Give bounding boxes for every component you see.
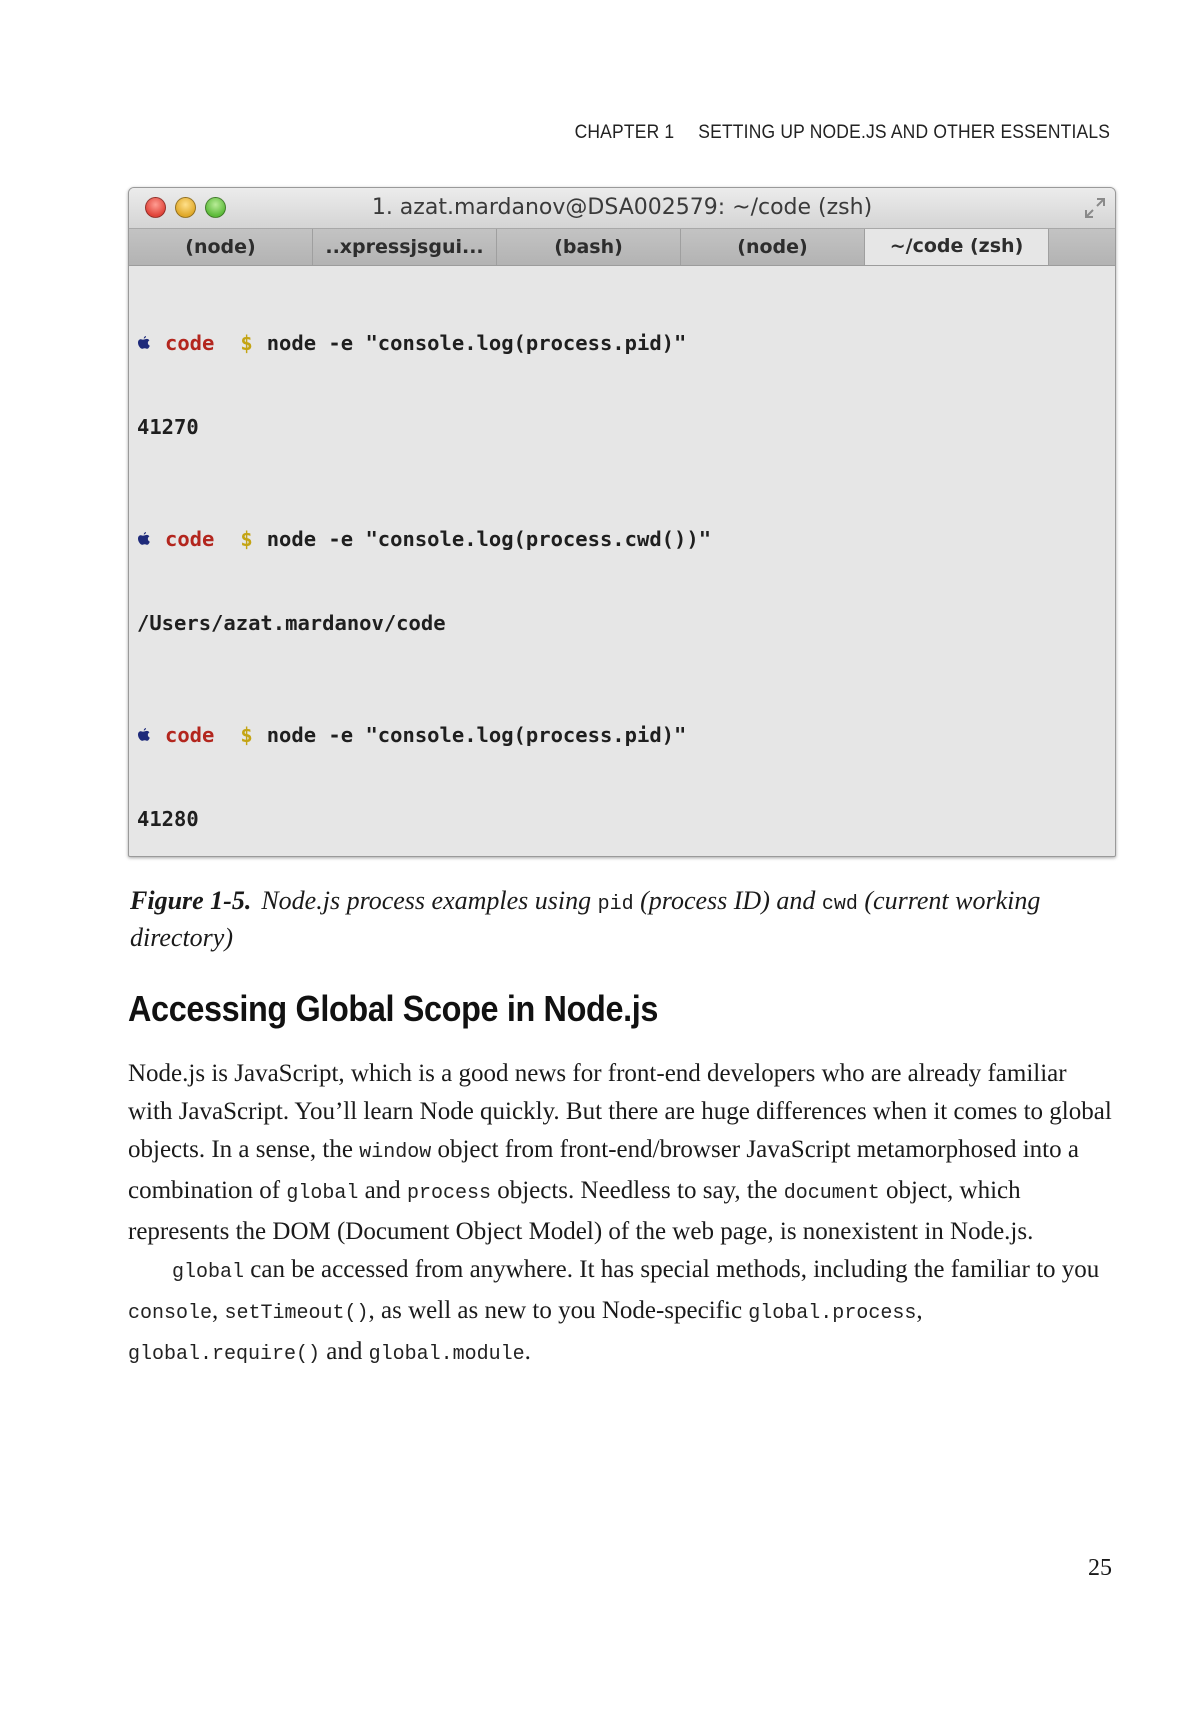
tab-node-1[interactable]: (node) [129,229,313,265]
inline-code: global.require() [128,1343,321,1366]
chapter-number: CHAPTER 1 [574,122,675,143]
prompt-line [137,525,1115,553]
paragraph-text: , [916,1297,923,1324]
apple-icon [137,531,151,547]
command-output: /Users/azat.mardanov/code [137,611,446,635]
tab-bar-spacer [1049,229,1115,265]
caption-code: cwd [821,893,858,916]
command-text: node -e "console.log(process.cwd())" [266,527,712,551]
paragraph-text: object, which represents the DOM (Document Object Model) of the web page, is nonexistent in Node.js. [128,1177,1034,1245]
paragraph-text: and [320,1338,369,1365]
prompt-line [137,721,1115,749]
running-head [574,122,1110,144]
inline-code: process [406,1182,491,1205]
caption-code: pid [597,893,634,916]
prompt-symbol: $ [240,527,253,551]
prompt-symbol: $ [240,723,253,747]
caption-text: (process ID) and [633,886,822,915]
caption-text: (current working directory) [130,886,1041,952]
prompt-line [137,329,1115,357]
terminal-content[interactable] [129,266,1115,857]
tab-expressjsguide[interactable]: ..xpressjsgui... [313,229,497,265]
paragraph-text: , [212,1297,225,1324]
command-output: 41280 [137,807,199,831]
fullscreen-icon[interactable] [1083,196,1107,220]
command-text: node -e "console.log(process.pid)" [266,723,687,747]
command-output: 41270 [137,415,199,439]
window-title: 1. azat.mardanov@DSA002579: ~/code (zsh) [371,195,873,220]
inline-code: global [172,1261,245,1284]
paragraph-text: . [524,1338,531,1365]
prompt-symbol: $ [240,331,253,355]
caption-text: Node.js process examples using [261,886,598,915]
terminal-tab-bar [129,229,1115,266]
paragraph-text: and [358,1177,407,1204]
inline-code: console [128,1302,213,1325]
inline-code: setTimeout() [224,1302,369,1325]
inline-code: global [286,1182,359,1205]
inline-code: document [783,1182,880,1205]
body-text [128,1055,1114,1374]
figure-label: Figure 1-5. [130,886,252,915]
paragraph-2 [128,1251,1114,1374]
tab-node-2[interactable]: (node) [681,229,865,265]
tab-code-zsh[interactable]: ~/code (zsh) [865,229,1049,265]
paragraph-text: Node.js is JavaScript, which is a good news for front-end developers who are already familiar with JavaScript. You’ll learn Node quickly. But there are huge differences when it comes to global objects. In a sense, the [128,1060,1112,1163]
chapter-title: SETTING UP NODE.JS AND OTHER ESSENTIALS [698,122,1110,143]
terminal-window [128,187,1116,857]
prompt-directory: code [165,527,215,551]
apple-icon [137,335,151,351]
section-heading: Accessing Global Scope in Node.js [128,988,659,1029]
apple-icon [137,727,151,743]
paragraph-text: object from front-end/browser JavaScript metamorphosed into a combination of [128,1136,1079,1204]
paragraph-text: objects. Needless to say, the [490,1177,784,1204]
paragraph-text: can be accessed from anywhere. It has special methods, including the familiar to you [244,1256,1100,1283]
inline-code: window [359,1141,432,1164]
page-number: 25 [1088,1555,1112,1581]
prompt-directory: code [165,331,215,355]
inline-code: global.process [748,1302,917,1325]
paragraph-text: , as well as new to you Node-specific [368,1297,749,1324]
figure-caption [130,884,1090,954]
inline-code: global.module [368,1343,525,1366]
tab-bash[interactable]: (bash) [497,229,681,265]
command-text: node -e "console.log(process.pid)" [266,331,687,355]
prompt-directory: code [165,723,215,747]
paragraph-1 [128,1055,1114,1251]
terminal-titlebar [129,188,1115,229]
